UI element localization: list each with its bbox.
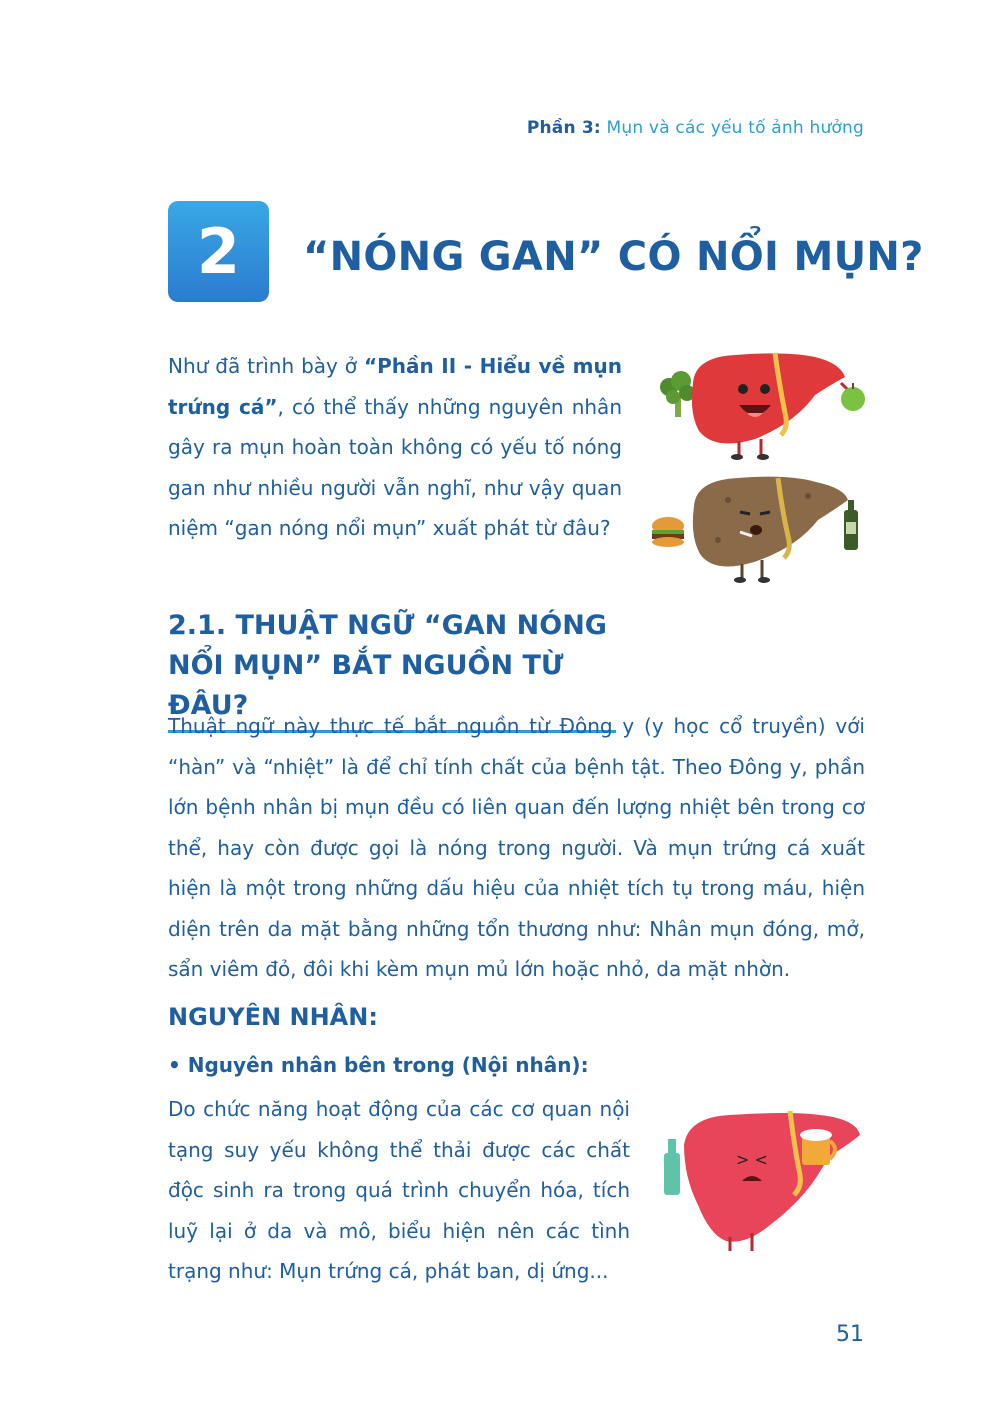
causes-heading: NGUYÊN NHÂN: [168, 1003, 378, 1031]
subsection-heading-line2: NỔI MỤN” BẮT NGUỒN TỪ ĐÂU? [168, 650, 564, 721]
intro-bold-reference: “Phần II - Hiểu về mụn trứng cá” [168, 354, 623, 419]
green-bottle-icon [664, 1139, 680, 1195]
intro-text-before: Như đã trình bày ở [168, 354, 364, 378]
intro-paragraph [168, 346, 622, 549]
healthy-liver-illustration [655, 343, 867, 461]
beer-mug-icon [800, 1129, 835, 1165]
burger-icon [652, 517, 684, 547]
running-header [527, 118, 864, 138]
internal-cause-body: Do chức năng hoạt động của các cơ quan nội tạng suy yếu không thể thải được các chất độc sinh ra trong quá trình chuyển hóa, tích luỹ lại ở da và mô, biểu hiện nên các tình trạng như: Mụn trứng cá, phát ban, dị ứng... [168, 1097, 630, 1283]
part-label: Phần 3: [526, 118, 601, 138]
subsection-body: Thuật ngữ này thực tế bắt nguồn từ Đông y (y học cổ truyền) với “hàn” và “nhiệt” là để chỉ tính chất của bệnh tật. Theo Đông y, phần lớn bệnh nhân bị mụn đều có liên quan đến lượng nhiệt bên trong cơ thể, hay còn được gọi là nóng trong người. Và mụn trứng cá xuất hiện là một trong những dấu hiệu của nhiệt tích tụ trong máu, hiện diện trên da mặt bằng những tổn thương như: Nhân mụn đóng, mở, sẩn viêm đỏ, đôi khi kèm mụn mủ lớn hoặc nhỏ, da mặt nhờn. [168, 714, 865, 981]
subsection-heading-line1: 2.1. THUẬT NGỮ “GAN NÓNG [168, 610, 607, 641]
liver-with-beer-illustration [660, 1105, 864, 1255]
bottle-icon [844, 500, 858, 550]
unhealthy-liver-illustration [648, 470, 866, 584]
internal-cause-heading: • Nguyên nhân bên trong (Nội nhân): [168, 1053, 589, 1077]
svg-text:> <: > < [736, 1150, 768, 1169]
page-number: 51 [836, 1322, 864, 1347]
apple-icon [841, 383, 865, 411]
intro-text-after: , có thể thấy những nguyên nhân gây ra mụn hoàn toàn không có yếu tố nóng gan như nhiều người vẫn nghĩ, như vậy quan niệm “gan nóng nổi mụn” xuất phát từ đâu? [168, 394, 622, 540]
broccoli-icon [660, 371, 695, 417]
part-title: Mụn và các yếu tố ảnh hưởng [606, 118, 864, 138]
section-title: “NÓNG GAN” CÓ NỔI MỤN? [303, 234, 924, 280]
section-number-badge: 2 [168, 201, 269, 302]
